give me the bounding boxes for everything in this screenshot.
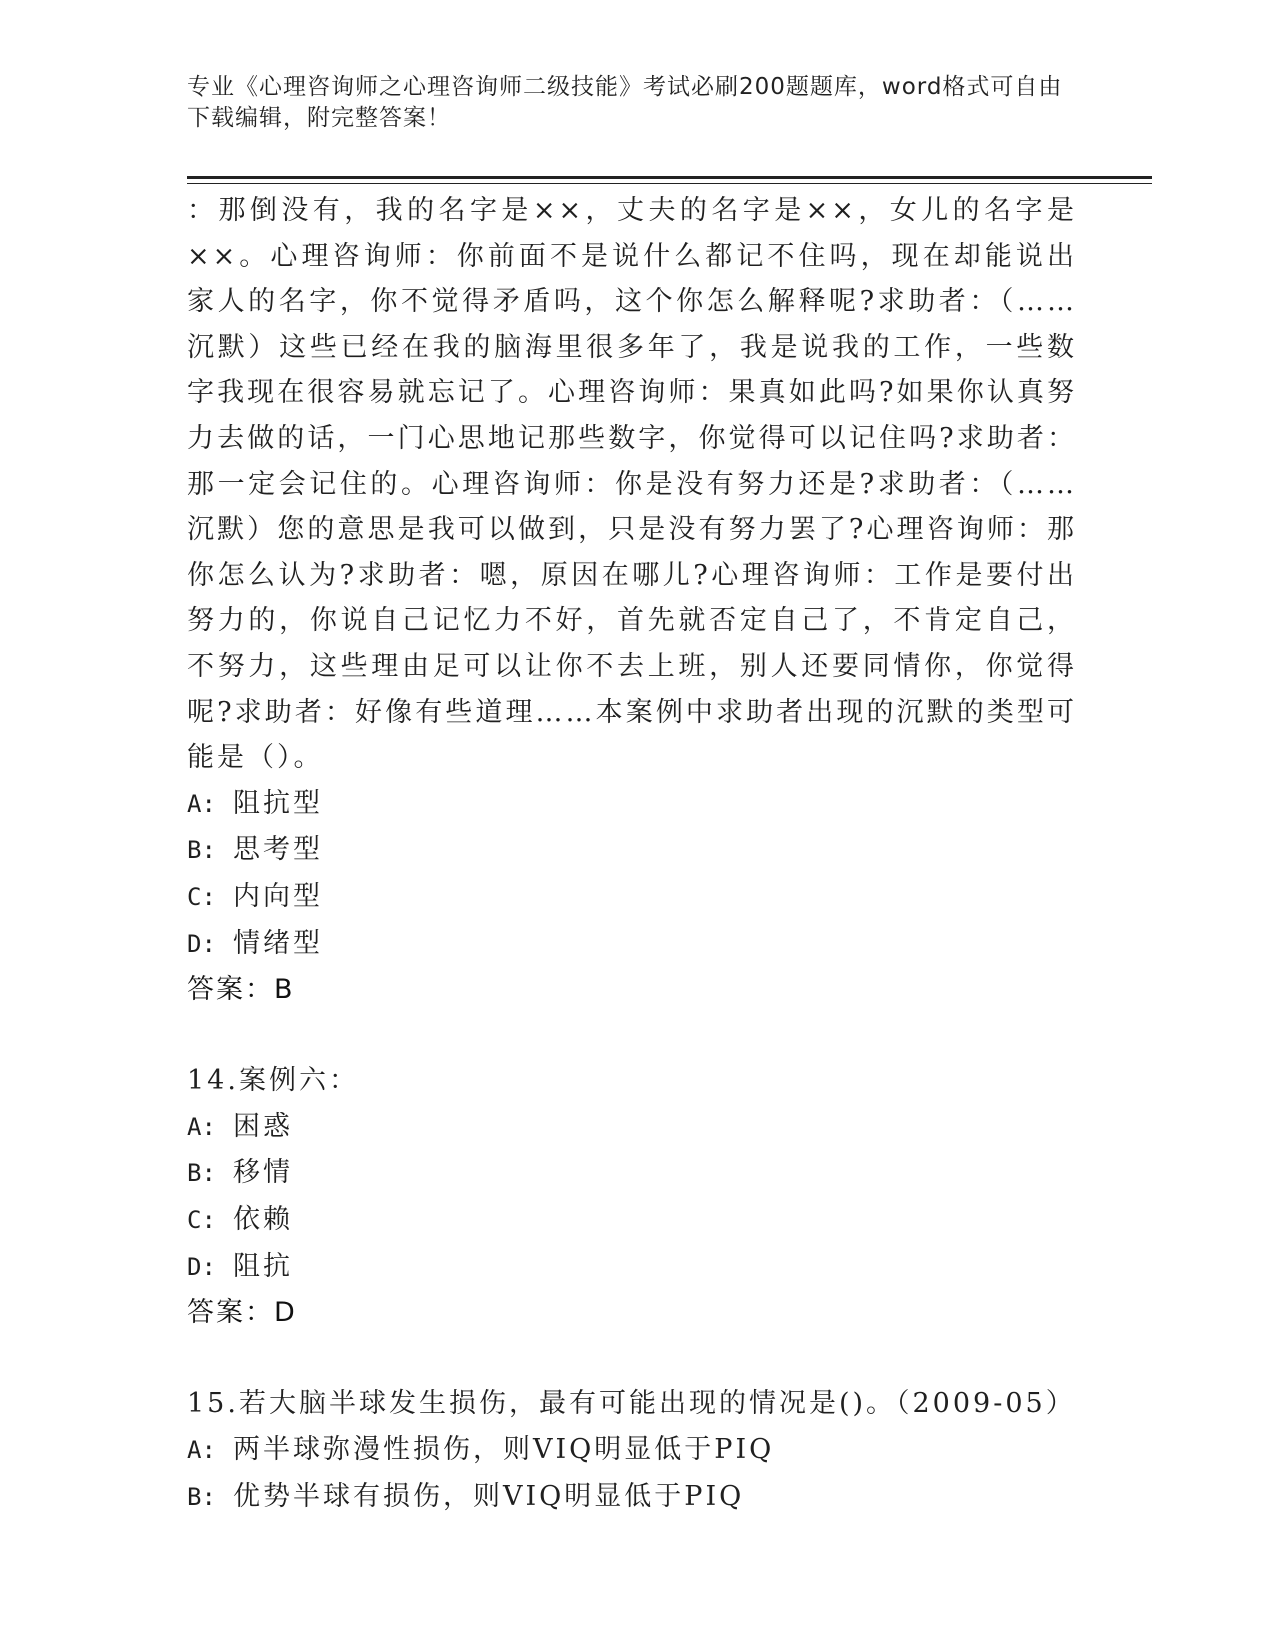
option-letter: A: [187, 789, 216, 818]
spacer [187, 1336, 1077, 1382]
option-text: 依赖 [233, 1204, 293, 1236]
option-text: 优势半球有损伤，则VIQ明显低于PIQ [233, 1480, 745, 1512]
option-text: 阻抗 [233, 1250, 293, 1282]
question-14-option-d [187, 1244, 1077, 1291]
option-text: 思考型 [233, 834, 323, 866]
option-letter: A: [187, 1436, 216, 1465]
option-letter: D: [187, 929, 216, 958]
option-letter: B: [187, 836, 216, 865]
header-divider-thin [187, 183, 1152, 184]
question-15-option-b [187, 1474, 1077, 1521]
option-letter: B: [187, 1159, 216, 1188]
question-13-option-b [187, 827, 1077, 874]
option-text: 内向型 [233, 880, 323, 912]
question-13-option-d [187, 921, 1077, 968]
question-13-answer: 答案：B [187, 974, 295, 1006]
question-14-option-a [187, 1104, 1077, 1151]
option-letter: C: [187, 882, 216, 911]
option-text: 困惑 [233, 1110, 293, 1142]
question-13-stem: ：那倒没有，我的名字是××，丈夫的名字是××，女儿的名字是××。心理咨询师：你前面不是说什么都记不住吗，现在却能说出家人的名字，你不觉得矛盾吗，这个你怎么解释呢?求助者：（……沉默）这些已经在我的脑海里很多年了，我是说我的工作，一些数字我现在很容易就忘记了。心理咨询师：果真如此吗?如果你认真努力去做的话，一门心思地记那些数字，你觉得可以记住吗?求助者：那一定会记住的。心理咨询师：你是没有努力还是?求助者：（……沉默）您的意思是我可以做到，只是没有努力罢了?心理咨询师：那你怎么认为?求助者：嗯，原因在哪儿?心理咨询师：工作是要付出努力的，你说自己记忆力不好，首先就否定自己了，不肯定自己，不努力，这些理由足可以让你不去上班，别人还要同情你，你觉得呢?求助者：好像有些道理……本案例中求助者出现的沉默的类型可能是（）。 [187, 195, 1077, 774]
option-letter: A: [187, 1112, 216, 1141]
option-letter: D: [187, 1252, 216, 1281]
document-header: 专业《心理咨询师之心理咨询师二级技能》考试必刷200题题库，word格式可自由下载编辑，附完整答案！ [187, 74, 1063, 131]
question-13-option-a [187, 781, 1077, 828]
option-text: 两半球弥漫性损伤，则VIQ明显低于PIQ [233, 1434, 775, 1466]
option-text: 情绪型 [233, 927, 323, 959]
question-14-option-c [187, 1197, 1077, 1244]
option-letter: B: [187, 1482, 216, 1511]
document-body [187, 188, 1077, 1520]
option-text: 阻抗型 [233, 787, 323, 819]
spacer [187, 1013, 1077, 1059]
question-14-title: 14.案例六： [187, 1065, 359, 1097]
question-14-option-b [187, 1150, 1077, 1197]
question-13-option-c [187, 874, 1077, 921]
option-letter: C: [187, 1206, 216, 1235]
question-14-answer: 答案：D [187, 1297, 297, 1329]
question-15-title: 15.若大脑半球发生损伤，最有可能出现的情况是()。（2009-05） [187, 1388, 1076, 1420]
header-divider-thick [187, 176, 1152, 179]
question-15-option-a [187, 1427, 1077, 1474]
option-text: 移情 [233, 1157, 293, 1189]
